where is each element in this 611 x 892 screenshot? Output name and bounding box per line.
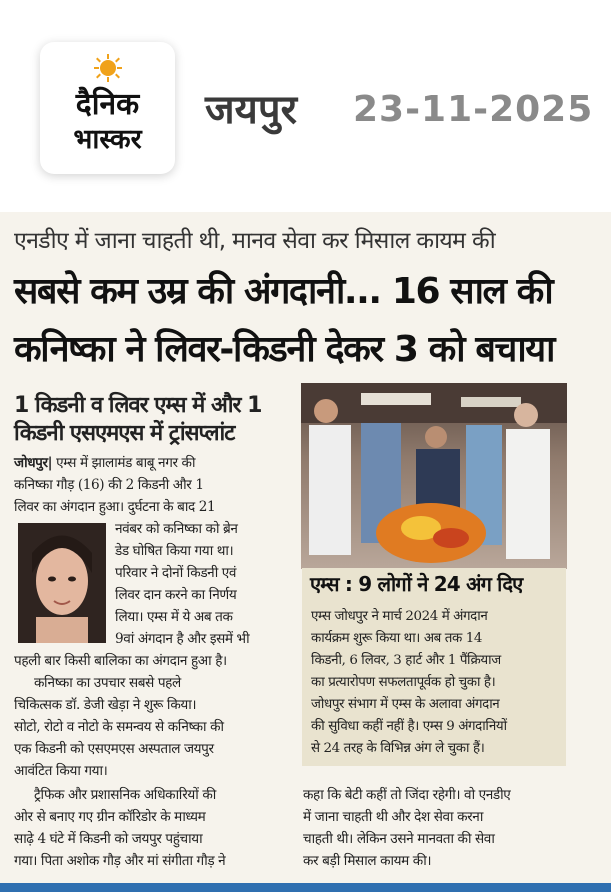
right-col-line-3: चाहती थी। लेकिन उसने मानवता की सेवा [303, 831, 495, 847]
kanishka-portrait [18, 523, 106, 643]
headline-line-1: सबसे कम उम्र की अंगदानी... 16 साल की [14, 271, 553, 312]
stats-box-header [302, 568, 566, 600]
body-line-5: डेड घोषित किया गया था। [115, 543, 234, 559]
body-line-15: आवंटित किया गया। [14, 763, 108, 779]
stats-box-title: एम्स : 9 लोगों ने 24 अंग दिए [310, 572, 523, 596]
body-line-19: गया। पिता अशोक गौड़ और मां संगीता गौड़ ने [14, 853, 226, 869]
dateline: जोधपुर| [14, 455, 53, 471]
portrait-illustration [18, 523, 106, 643]
stats-box-line-5: जोधपुर संभाग में एम्स के अलावा अंगदान [311, 697, 500, 712]
dainik-bhaskar-logo [40, 42, 175, 174]
body-line-13: सोटो, रोटो व नोटो के समन्वय से कनिष्का की [14, 719, 224, 735]
body-line-9: 9वां अंगदान है और इसमें भी [115, 631, 250, 647]
edition-date: 23-11-2025 [353, 89, 594, 130]
logo-text-line2: भास्कर [73, 124, 142, 155]
stats-box-line-4: का प्रत्यारोपण सफलतापूर्वक हो चुका है। [311, 675, 496, 690]
body-line-6: परिवार ने दोनों किडनी एवं [115, 565, 237, 581]
body-line-17: ओर से बनाए गए ग्रीन कॉरिडोर के माध्यम [14, 809, 206, 825]
right-col-line-2: में जाना चाहती थी और देश सेवा करना [303, 809, 483, 825]
article-kicker: एनडीए में जाना चाहती थी, मानव सेवा कर मिसाल कायम की [14, 228, 496, 254]
hospital-tribute-photo [301, 383, 567, 569]
bottom-color-strip [0, 883, 611, 892]
body-line-2: कनिष्का गौड़ (16) की 2 किडनी और 1 [14, 477, 204, 493]
body-line-4: नवंबर को कनिष्का को ब्रेन [115, 521, 238, 537]
stats-box-line-7: से 24 तरह के विभिन्न अंग ले चुका हैं। [311, 741, 485, 756]
body-line-7: लिवर दान करने का निर्णय [115, 587, 237, 603]
right-col-line-4: कर बड़ी मिसाल कायम की। [303, 853, 432, 869]
body-line-18: साढ़े 4 घंटे में किडनी को जयपुर पहुंचाया [14, 831, 203, 847]
stats-box-line-6: की सुविधा कहीं नहीं है। एम्स 9 अंगदानियों [311, 719, 507, 734]
body-line-14: एक किडनी को एसएमएस अस्पताल जयपुर [14, 741, 214, 757]
logo-text-line1: दैनिक [75, 87, 140, 122]
body-line-16: ट्रैफिक और प्रशासनिक अधिकारियों की [34, 787, 216, 803]
body-line-8: लिया। एम्स में ये अब तक [115, 609, 233, 625]
sun-icon [94, 54, 122, 82]
body-line-10: पहली बार किसी बालिका का अंगदान हुआ है। [14, 653, 227, 669]
right-col-line-1: कहा कि बेटी कहीं तो जिंदा रहेगी। वो एनडीए [303, 787, 511, 803]
edition-city: जयपुर [205, 87, 297, 133]
photo-illustration [301, 383, 567, 569]
body-line-11: कनिष्का का उपचार सबसे पहले [34, 675, 181, 691]
subheadline-line-1: 1 किडनी व लिवर एम्स में और 1 [14, 393, 262, 418]
stats-box-line-2: कार्यक्रम शुरू किया था। अब तक 14 [311, 631, 482, 646]
body-line-1 [14, 453, 195, 475]
subheadline-line-2: किडनी एसएमएस में ट्रांसप्लांट [14, 421, 235, 446]
stats-box-line-1: एम्स जोधपुर ने मार्च 2024 में अंगदान [311, 609, 488, 624]
body-line-12: चिकित्सक डॉ. डेजी खेड़ा ने शुरू किया। [14, 697, 197, 713]
stats-box-line-3: किडनी, 6 लिवर, 3 हार्ट और 1 पैंक्रियाज [311, 653, 501, 668]
headline-line-2: कनिष्का ने लिवर-किडनी देकर 3 को बचाया [14, 329, 555, 370]
body-line-3: लिवर का अंगदान हुआ। दुर्घटना के बाद 21 [14, 499, 216, 515]
body-text: एम्स में झालामंड बाबू नगर की [52, 455, 196, 471]
